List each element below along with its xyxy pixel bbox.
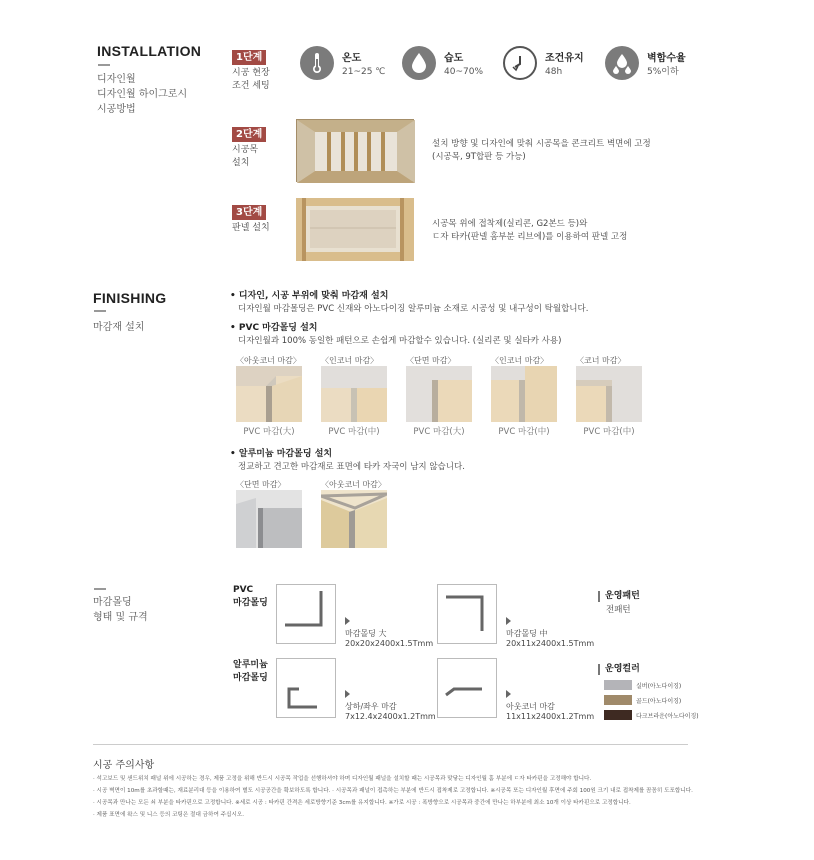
molding-subtitle: 마감몰딩 형태 및 규격 bbox=[93, 597, 148, 623]
condition-wall-moisture: 벽함수율 5%이하 bbox=[605, 46, 686, 80]
condition-duration: 조건유지 48h bbox=[503, 46, 584, 80]
humidity-drop-icon bbox=[402, 46, 436, 80]
profile-medium-info: 마감몰딩 中 20x11x2400x1.5Tmm bbox=[506, 629, 595, 648]
pvc-incorner-image bbox=[491, 366, 557, 422]
condition-temperature: 온도 21~25 ℃ bbox=[300, 46, 385, 80]
finishing-subtitle: 마감재 설치 bbox=[93, 322, 145, 333]
notes-list: · 석고보드 및 샌드위치 패널 위에 시공하는 경우, 제품 고정을 위해 반드시 시공목 작업을 선행하셔야 하며 디자인월 패널을 설치할 때는 시공목과 맞닿는 디자인월 홈 부분에 ㄷ자 타카핀을 고정해야 합니다. · 시공 벽면이 10m를 초과할때는, 재료분리대 등을 이용하여 별도 시공공간을 확보하도록 합니다. · 시공목과 패널이 접촉하는 부분에 반드시 접착제로 고정합니다. ※시공목 또는 디자인월 후면에 주회 100원 크기 내로 접착제를 꼼꼼히 도포합니다. · 시공목과 만나는 모든 쇠 부분을 타카핀으로 고정합니다. ※세로 시공 : 타카핀 간격은 세로방향기준 3cm를 유지합니다. ※가로 시공 : 폭방향으로 시공목과 중간에 만나는 하부분에 최소 10개 이상 타카핀으로 고정합니다. · 제품 표면에 왁스 및 니스 등의 코팅은 절대 금하여 주십시오. bbox=[93, 776, 693, 818]
arrow-icon bbox=[506, 617, 511, 625]
pattern-value: 전패턴 bbox=[606, 605, 631, 615]
alu-molding-heading: 알루미늄 마감몰딩 bbox=[233, 660, 268, 683]
pvc-outcorner-image bbox=[236, 366, 302, 422]
arrow-icon bbox=[506, 690, 511, 698]
pvc-item-5: 〈코너 마감〉 PVC 마감(中) bbox=[576, 355, 642, 438]
color-swatch bbox=[604, 710, 632, 720]
profile-large-info: 마감몰딩 大 20x20x2400x1.5Tmm bbox=[345, 629, 434, 648]
step-1: 1단계 시공 현장 조건 세팅 bbox=[232, 52, 270, 91]
pvc-section-image bbox=[406, 366, 472, 422]
step-2-illustration bbox=[296, 119, 414, 182]
pvc-incorner-image bbox=[321, 366, 387, 422]
pattern-heading: 운영패턴 bbox=[598, 591, 640, 602]
profile-medium-diagram bbox=[437, 584, 497, 644]
pvc-corner-image bbox=[576, 366, 642, 422]
color-swatch-item: 골드(아노다이징) bbox=[604, 695, 699, 705]
step-2-description: 설치 방향 및 디자인에 맞춰 시공목을 콘크리트 벽면에 고정 (시공목, 9T합판 등 가능) bbox=[432, 139, 651, 162]
color-swatch-list bbox=[604, 680, 699, 720]
step-badge: 2단계 bbox=[232, 127, 266, 142]
condition-humidity: 습도 40~70% bbox=[402, 46, 483, 80]
section-divider-line bbox=[93, 744, 688, 745]
pvc-item-1: 〈아웃코너 마감〉 PVC 마감(大) bbox=[236, 356, 301, 437]
profile-large-diagram bbox=[276, 584, 336, 644]
section-divider bbox=[94, 588, 106, 590]
pvc-molding-heading: PVC 마감몰딩 bbox=[233, 585, 268, 608]
installation-subtitle: 디자인월 디자인월 하이그로시 시공방법 bbox=[97, 74, 188, 115]
wall-moisture-icon bbox=[605, 46, 639, 80]
step-3-description: 시공목 위에 접착제(실리콘, G2본드 등)와 ㄷ자 타카(판넬 홈부분 리브에)를 이용하여 판넬 고정 bbox=[432, 219, 628, 242]
pvc-item-4: 〈인코너 마감〉 PVC 마감(中) bbox=[491, 355, 557, 438]
finishing-bullet-2: • PVC 마감몰딩 설치 디자인월과 100% 동일한 패턴으로 손쉽게 마감할수 있습니다. (실리콘 및 실타카 사용) bbox=[230, 323, 562, 346]
alu-item-2: 〈아웃코너 마감〉 bbox=[321, 479, 387, 548]
profile-edge-diagram bbox=[276, 658, 336, 718]
color-swatch-item: 다크브라운(아노다이징) bbox=[604, 710, 699, 720]
step-3: 3단계 판넬 설치 bbox=[232, 207, 270, 233]
notes-title: 시공 주의사항 bbox=[93, 760, 155, 771]
finishing-title: FINISHING bbox=[93, 290, 167, 306]
finishing-bullet-1: • 디자인, 시공 부위에 맞춰 마감재 설치 디자인월 마감몰딩은 PVC 신재와 아노다이징 알루미늄 소재로 시공성 및 내구성이 탁월합니다. bbox=[230, 291, 589, 314]
section-divider bbox=[98, 64, 110, 66]
profile-outcorner-diagram bbox=[437, 658, 497, 718]
profile-edge-info: 상하/좌우 마감 7x12.4x2400x1.2Tmm bbox=[345, 702, 436, 721]
color-swatch bbox=[604, 680, 632, 690]
step-3-illustration bbox=[296, 198, 414, 261]
alu-outcorner-image bbox=[321, 490, 387, 548]
step-2: 2단계 시공목 설치 bbox=[232, 122, 266, 170]
finishing-bullet-3: • 알루미늄 마감몰딩 설치 정교하고 견고한 마감재로 표면에 타카 자국이 남지 않습니다. bbox=[230, 449, 465, 472]
color-heading: 운영컬러 bbox=[598, 664, 640, 675]
installation-title: INSTALLATION bbox=[97, 43, 202, 59]
color-swatch bbox=[604, 695, 632, 705]
alu-item-1: 〈단면 마감〉 bbox=[236, 479, 302, 548]
pvc-item-3: 〈단면 마감〉 PVC 마감(大) bbox=[406, 355, 472, 438]
step-badge: 3단계 bbox=[232, 205, 266, 220]
thermometer-icon bbox=[300, 46, 334, 80]
profile-outcorner-info: 아웃코너 마감 11x11x2400x1.2Tmm bbox=[506, 702, 595, 721]
arrow-icon bbox=[345, 690, 350, 698]
section-divider bbox=[94, 310, 106, 312]
arrow-icon bbox=[345, 617, 350, 625]
step-badge: 1단계 bbox=[232, 50, 266, 65]
pvc-item-2: 〈인코너 마감〉 PVC 마감(中) bbox=[321, 355, 387, 438]
clock-cycle-icon bbox=[503, 46, 537, 80]
color-swatch-item: 실버(아노다이징) bbox=[604, 680, 699, 690]
alu-section-image bbox=[236, 490, 302, 548]
